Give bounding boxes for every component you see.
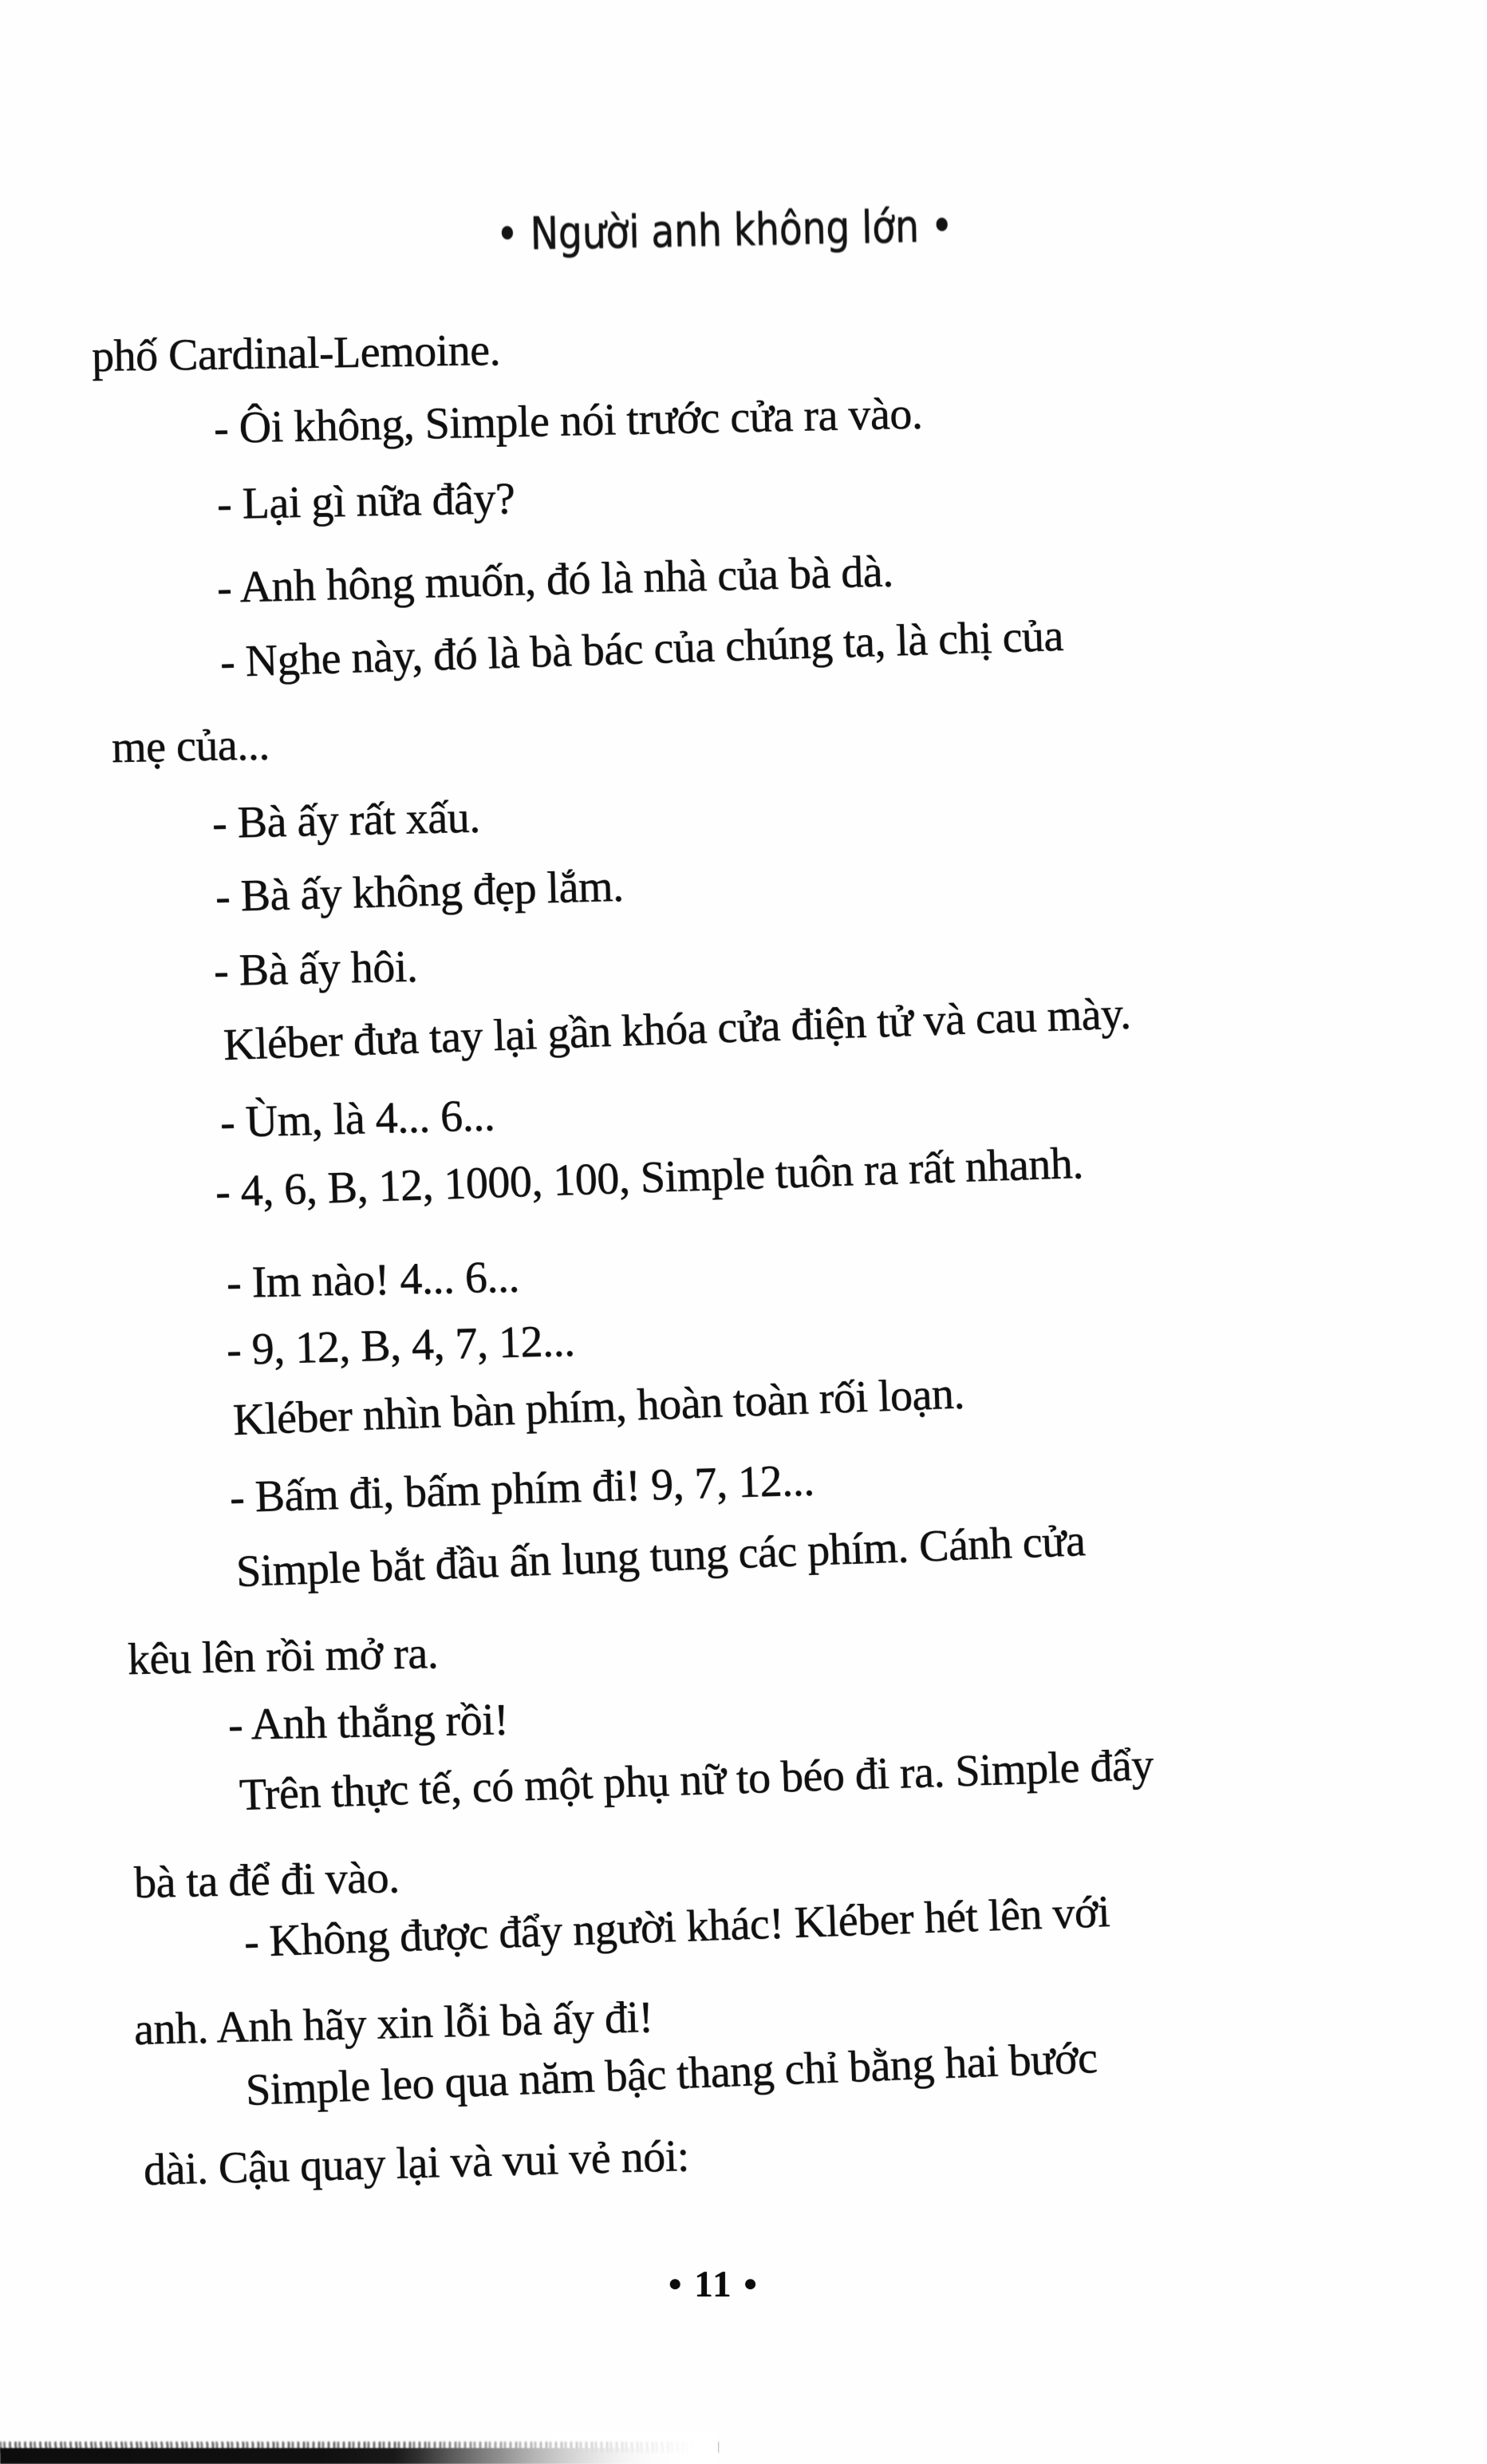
text-line: - Bấm đi, bấm phím đi! 9, 7, 12... [229, 1455, 815, 1522]
text-line: - 4, 6, B, 12, 1000, 100, Simple tuôn ra rất nhanh. [214, 1138, 1084, 1217]
text-line: phố Cardinal-Lemoine. [91, 325, 501, 381]
text-line: - Không được đẩy người khác! Kléber hét lên với [243, 1887, 1110, 1967]
scan-edge-artifact [0, 2435, 718, 2464]
text-line: Kléber nhìn bàn phím, hoàn toàn rối loạn. [231, 1368, 965, 1445]
text-line: Trên thực tế, có một phụ nữ to béo đi ra. Simple đẩy [238, 1740, 1154, 1820]
text-line: anh. Anh hãy xin lỗi bà ấy đi! [133, 1992, 654, 2055]
running-header: • Người anh không lớn • [495, 200, 954, 261]
page-number: • 11 • [669, 2264, 759, 2305]
text-line: Simple leo qua năm bậc thang chỉ bằng hai bước [244, 2033, 1098, 2115]
text-line: kêu lên rồi mở ra. [127, 1628, 439, 1684]
text-line: Simple bắt đầu ấn lung tung các phím. Cánh cửa [235, 1515, 1087, 1597]
text-line: - Im nào! 4... 6... [226, 1252, 520, 1308]
text-line: - Bà ấy hôi. [213, 942, 418, 996]
text-line: - Bà ấy không đẹp lắm. [215, 861, 625, 922]
text-line: - Bà ấy rất xấu. [211, 792, 481, 848]
text-line: - Nghe này, đó là bà bác của chúng ta, là chị của [219, 610, 1064, 687]
text-line: - Ùm, là 4... 6... [219, 1091, 495, 1147]
text-line: - Ôi không, Simple nói trước cửa ra vào. [213, 389, 923, 453]
text-line: mẹ của... [111, 720, 270, 772]
text-line: dài. Cậu quay lại và vui vẻ nói: [143, 2131, 690, 2195]
text-line: Kléber đưa tay lại gần khóa cửa điện tử và cau mày. [222, 989, 1132, 1070]
text-line: - Anh hông muốn, đó là nhà của bà dà. [216, 547, 894, 613]
scan-artifact-fade [0, 2432, 718, 2464]
text-line: - 9, 12, B, 4, 7, 12... [226, 1316, 576, 1375]
text-line: bà ta để đi vào. [133, 1853, 400, 1908]
text-line: - Anh thắng rồi! [227, 1695, 509, 1750]
text-line: - Lại gì nữa đây? [216, 473, 515, 529]
